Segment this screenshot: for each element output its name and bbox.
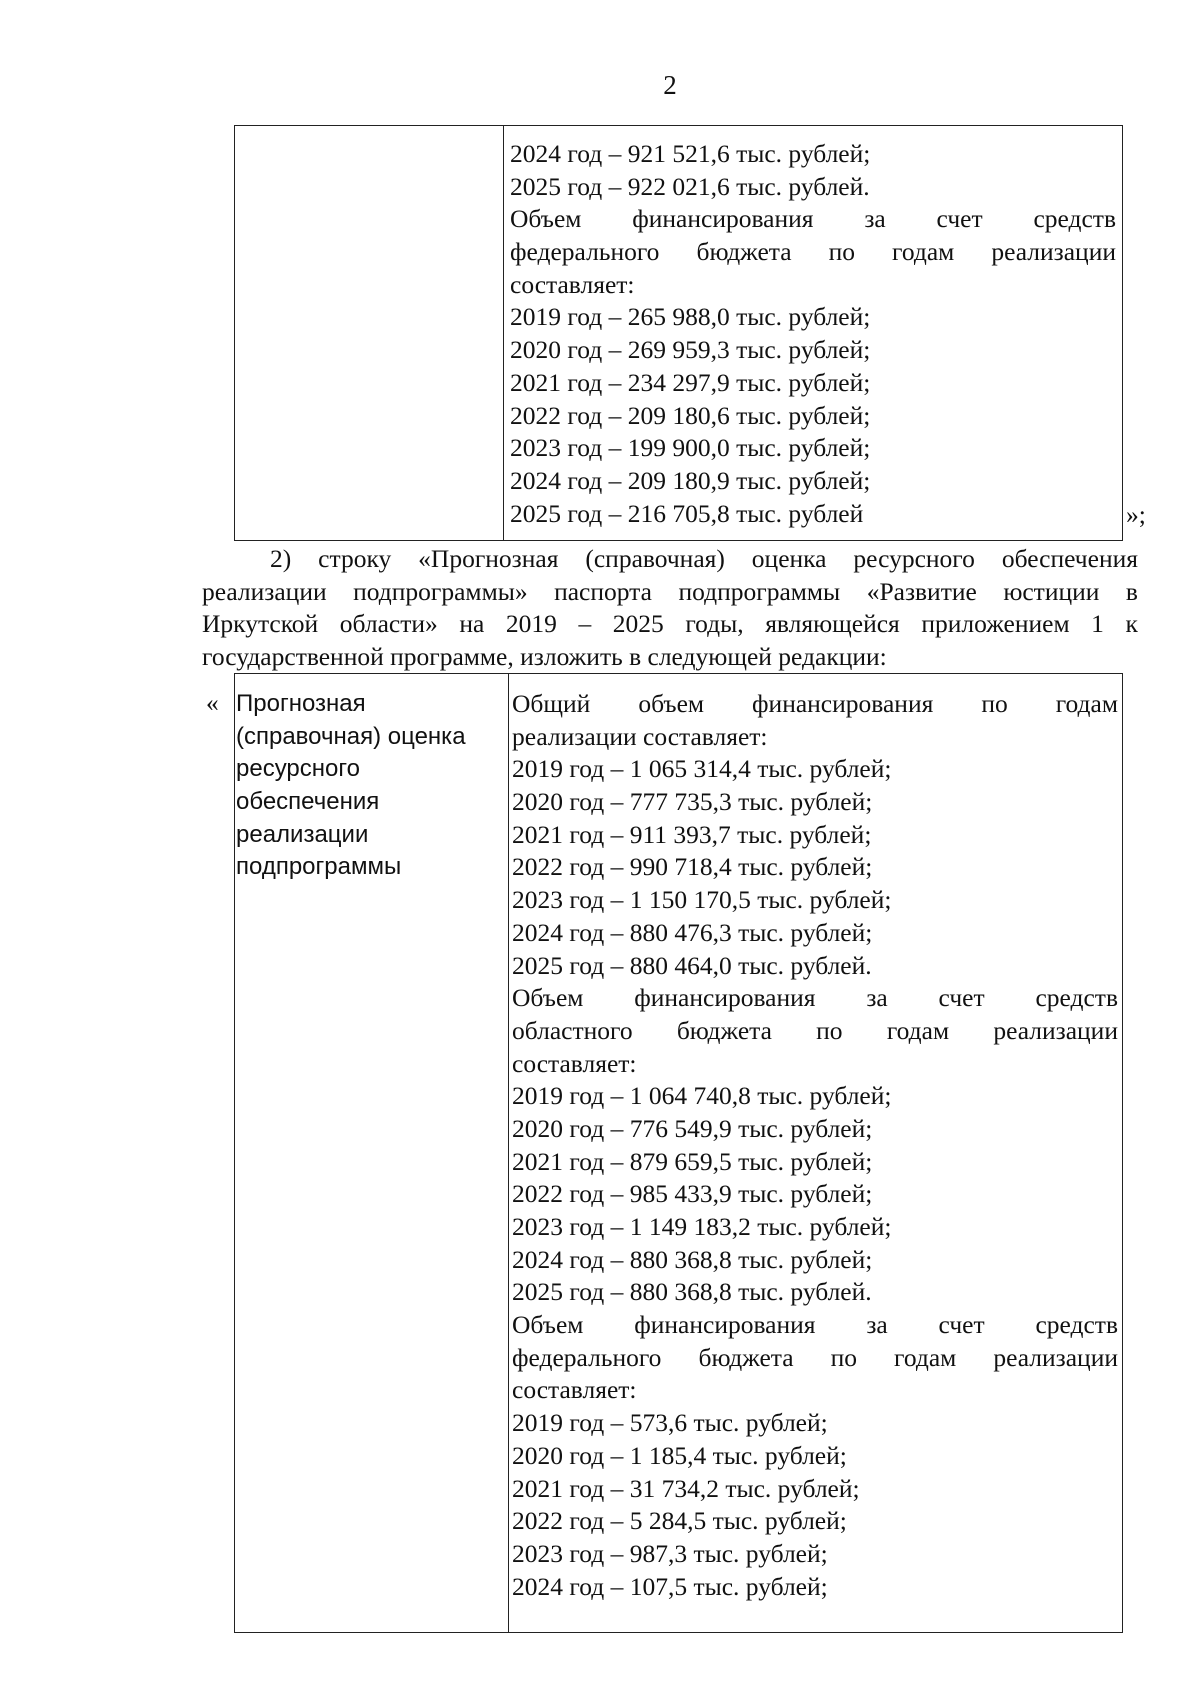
word: по <box>830 1342 857 1372</box>
word: реализации <box>202 576 327 606</box>
word: на <box>459 609 485 639</box>
text-line <box>510 203 1116 236</box>
text-line: Прогнозная <box>236 690 366 717</box>
amendment-paragraph <box>202 543 1138 674</box>
table1-right-cell <box>510 138 1116 530</box>
word: годы, <box>685 609 744 639</box>
word: юстиции <box>1003 576 1100 606</box>
text-line: 2021 год – 911 393,7 тыс. рублей; <box>512 819 872 849</box>
text-line: обеспечения <box>236 788 380 816</box>
text-line: составляет: <box>512 1048 637 1078</box>
word: счет <box>938 1310 985 1340</box>
word: объем <box>638 689 705 718</box>
text-line <box>512 1015 1118 1048</box>
text-line <box>512 982 1118 1015</box>
text-line: 2024 год – 880 476,3 тыс. рублей; <box>512 917 873 947</box>
text-line: 2019 год – 265 988,0 тыс. рублей; <box>510 302 871 332</box>
word: 2025 <box>612 609 664 639</box>
word: 1 <box>1091 609 1104 639</box>
text-line: 2020 год – 777 735,3 тыс. рублей; <box>512 787 873 817</box>
text-line: 2021 год – 234 297,9 тыс. рублей; <box>510 367 871 397</box>
text-line <box>512 688 1118 721</box>
word: «Прогнозная <box>418 544 559 573</box>
opening-quote: « <box>206 688 219 717</box>
column-divider <box>508 674 509 1632</box>
text-line: 2022 год – 5 284,5 тыс. рублей; <box>512 1506 847 1536</box>
word: подпрограммы» <box>353 576 528 606</box>
word: ресурсного <box>853 544 975 573</box>
closing-quote: »; <box>1126 500 1146 529</box>
text-line: 2019 год – 1 065 314,4 тыс. рублей; <box>512 754 892 784</box>
text-line: 2025 год – 880 464,0 тыс. рублей. <box>512 950 872 980</box>
text-line: 2024 год – 880 368,8 тыс. рублей; <box>512 1244 873 1274</box>
word: оценка <box>751 544 827 573</box>
text-line <box>512 1309 1118 1342</box>
word: являющейся <box>765 609 900 639</box>
word: – <box>578 609 592 639</box>
word: Объем <box>512 1310 584 1340</box>
text-line: 2021 год – 879 659,5 тыс. рублей; <box>512 1146 873 1176</box>
word: Объем <box>512 983 584 1013</box>
word: финансирования <box>634 983 816 1013</box>
text-line <box>202 608 1138 641</box>
text-line: 2021 год – 31 734,2 тыс. рублей; <box>512 1473 860 1503</box>
text-line: 2022 год – 990 718,4 тыс. рублей; <box>512 852 873 882</box>
word: реализации <box>993 1015 1118 1045</box>
text-line: 2024 год – 921 521,6 тыс. рублей; <box>510 139 871 168</box>
text-line: 2024 год – 107,5 тыс. рублей; <box>512 1571 828 1601</box>
word: финансирования <box>752 689 934 718</box>
text-line: реализации <box>236 820 369 848</box>
word: (справочная) <box>585 544 725 573</box>
word: бюджета <box>696 237 792 267</box>
word: за <box>866 983 888 1013</box>
word: финансирования <box>632 204 814 234</box>
text-line: 2025 год – 922 021,6 тыс. рублей. <box>510 171 870 201</box>
word: Объем <box>510 204 582 234</box>
text-line: 2019 год – 1 064 740,8 тыс. рублей; <box>512 1081 892 1111</box>
text-line: составляет: <box>512 1375 637 1405</box>
text-line: 2024 год – 209 180,9 тыс. рублей; <box>510 465 871 495</box>
text-line: 2023 год – 1 149 183,2 тыс. рублей; <box>512 1212 892 1241</box>
table2-left-cell <box>236 688 498 884</box>
text-line <box>510 236 1116 269</box>
word: по <box>816 1015 843 1045</box>
word: счет <box>938 983 985 1013</box>
word: годам <box>1055 689 1118 718</box>
text-line: 2020 год – 776 549,9 тыс. рублей; <box>512 1113 873 1143</box>
word: реализации <box>991 237 1116 267</box>
word: годам <box>894 1342 957 1372</box>
text-line: 2025 год – 880 368,8 тыс. рублей. <box>512 1277 872 1307</box>
word: подпрограммы <box>678 576 841 606</box>
word: бюджета <box>676 1015 772 1045</box>
word: средств <box>1035 1310 1118 1340</box>
word: области» <box>339 609 438 639</box>
text-line: ресурсного <box>236 755 360 783</box>
word: счет <box>936 204 983 234</box>
word: реализации <box>993 1342 1118 1372</box>
text-line <box>202 543 1138 576</box>
text-line: 2022 год – 985 433,9 тыс. рублей; <box>512 1179 873 1209</box>
text-line: 2023 год – 1 150 170,5 тыс. рублей; <box>512 885 892 915</box>
text-line: 2025 год – 216 705,8 тыс. рублей <box>510 498 864 528</box>
word: Общий <box>512 689 591 718</box>
text-line: (справочная) оценка <box>236 722 466 750</box>
text-line <box>202 576 1138 609</box>
text-line: 2020 год – 269 959,3 тыс. рублей; <box>510 335 871 365</box>
text-line: 2023 год – 987,3 тыс. рублей; <box>512 1538 828 1568</box>
word: обеспечения <box>1001 544 1138 573</box>
word: финансирования <box>634 1310 816 1340</box>
text-line: 2022 год – 209 180,6 тыс. рублей; <box>510 400 871 430</box>
word: федерального <box>510 237 660 267</box>
word: строку <box>318 544 392 573</box>
text-line: 2019 год – 573,6 тыс. рублей; <box>512 1408 828 1438</box>
word: Иркутской <box>202 609 319 639</box>
word: за <box>866 1310 888 1340</box>
word: годам <box>886 1015 950 1045</box>
word: в <box>1125 576 1138 606</box>
word: «Развитие <box>866 576 977 606</box>
column-divider <box>503 126 504 540</box>
word: федерального <box>512 1342 662 1372</box>
text-line <box>512 1342 1118 1375</box>
word: областного <box>512 1015 633 1045</box>
text-line: реализации составляет: <box>512 721 768 751</box>
word: за <box>864 204 886 234</box>
text-line: 2023 год – 199 900,0 тыс. рублей; <box>510 433 871 463</box>
text-line: составляет: <box>510 269 635 299</box>
word: средств <box>1035 983 1118 1013</box>
text-line: подпрограммы <box>236 853 402 881</box>
page-number: 2 <box>663 70 677 100</box>
word: средств <box>1033 204 1116 234</box>
table2-right-cell <box>512 688 1118 1603</box>
word: паспорта <box>554 576 652 606</box>
word: приложением <box>921 609 1070 639</box>
word: годам <box>892 237 955 267</box>
text-line: государственной программе, изложить в следующей редакции: <box>202 642 887 672</box>
word: 2) <box>270 544 292 573</box>
word: по <box>981 689 1008 718</box>
word: к <box>1125 609 1138 639</box>
word: бюджета <box>698 1342 794 1372</box>
text-line: 2020 год – 1 185,4 тыс. рублей; <box>512 1440 847 1470</box>
word: по <box>828 237 855 267</box>
word: 2019 <box>505 609 557 639</box>
